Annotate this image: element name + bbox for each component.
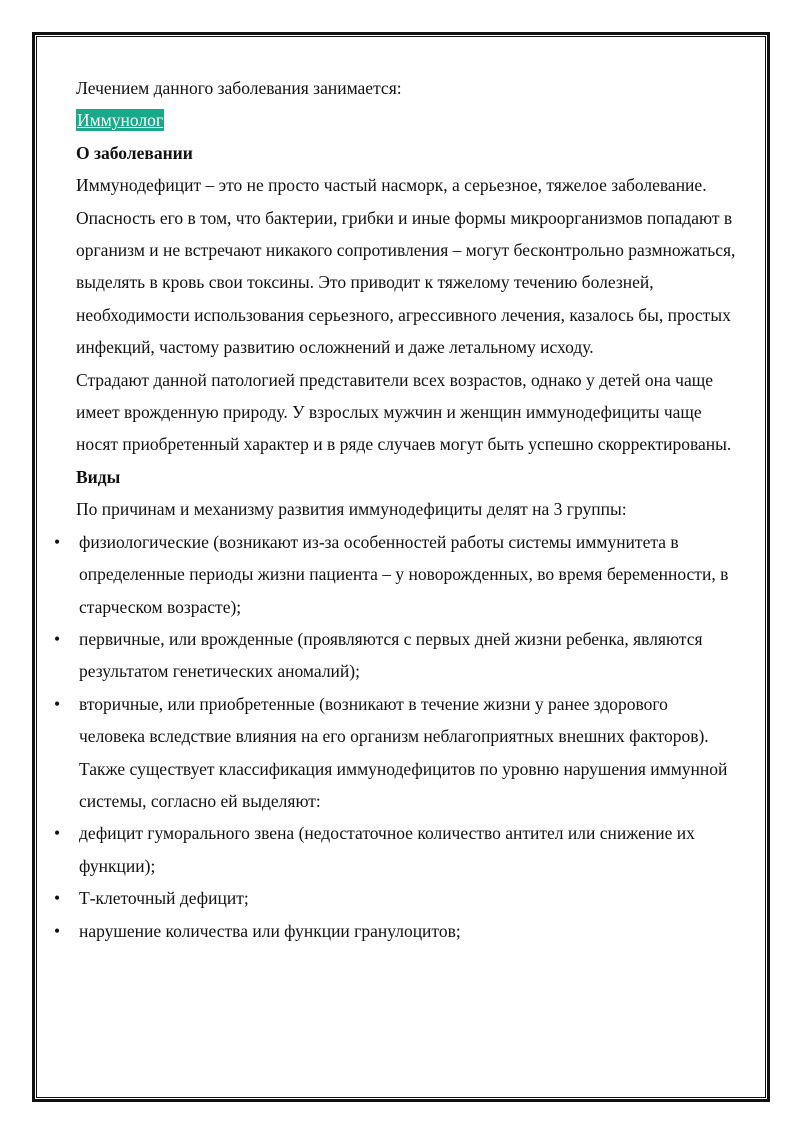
paragraph-classification: Также существует классификация иммунодефицитов по уровню нарушения иммунной системы, согласно ей выделяют: xyxy=(79,758,728,811)
list-item xyxy=(54,688,736,753)
bullet-icon: • xyxy=(54,920,61,941)
list-item-text: дефицит гуморального звена (недостаточное количество антител или снижение их функции); xyxy=(79,823,695,876)
paragraph-groups: По причинам и механизму развития иммунодефициты делят на 3 группы: xyxy=(76,499,627,520)
bullet-icon: • xyxy=(54,888,61,909)
bullet-icon: • xyxy=(54,628,61,649)
section-title-types: Виды xyxy=(76,466,121,487)
list-item xyxy=(54,882,736,914)
list-item xyxy=(54,817,736,882)
list-item xyxy=(54,526,736,623)
list-item xyxy=(54,915,736,947)
bullet-icon: • xyxy=(54,823,61,844)
bullet-icon: • xyxy=(54,531,61,552)
document-body xyxy=(54,72,736,947)
intro-text: Лечением данного заболевания занимается: xyxy=(76,78,402,98)
list-item-text: Т-клеточный дефицит; xyxy=(79,888,249,909)
list-item-text: физиологические (возникают из-за особенностей работы системы иммунитета в определенные периоды жизни пациента – у новорожденных, во время беременности, в старческом возрасте); xyxy=(79,531,729,617)
list-item-text: вторичные, или приобретенные (возникают в течение жизни у ранее здорового человека вследствие влияния на его организм неблагоприятных внешних факторов). xyxy=(79,693,709,747)
list-item-text: первичные, или врожденные (проявляются с первых дней жизни ребенка, являются результатом генетических аномалий); xyxy=(79,628,703,682)
section-title-about: О заболевании xyxy=(76,142,193,163)
list-item-text: нарушение количества или функции гранулоцитов; xyxy=(79,920,461,941)
groups-list xyxy=(54,526,736,753)
paragraph-about: Иммунодефицит – это не просто частый насморк, а серьезное, тяжелое заболевание. Опасность его в том, что бактерии, грибки и иные формы микроорганизмов попадают в организм и не встречают никакого сопротивления – могут бесконтрольно размножаться, выделять в кровь свои токсины. Это приводит к тяжелому течению болезней, необходимости использования серьезного, агрессивного лечения, казалось бы, простых инфекций, частому развитию осложнений и даже летальному исходу. xyxy=(76,175,736,358)
classification-list xyxy=(54,817,736,947)
paragraph-ages: Страдают данной патологией представители всех возрастов, однако у детей она чаще имеет врожденную природу. У взрослых мужчин и женщин иммунодефициты чаще носят приобретенный характер и в ряде случаев могут быть успешно скорректированы. xyxy=(76,369,732,455)
doctor-link[interactable]: Иммунолог xyxy=(77,110,164,131)
list-item xyxy=(54,623,736,688)
bullet-icon: • xyxy=(54,693,61,714)
